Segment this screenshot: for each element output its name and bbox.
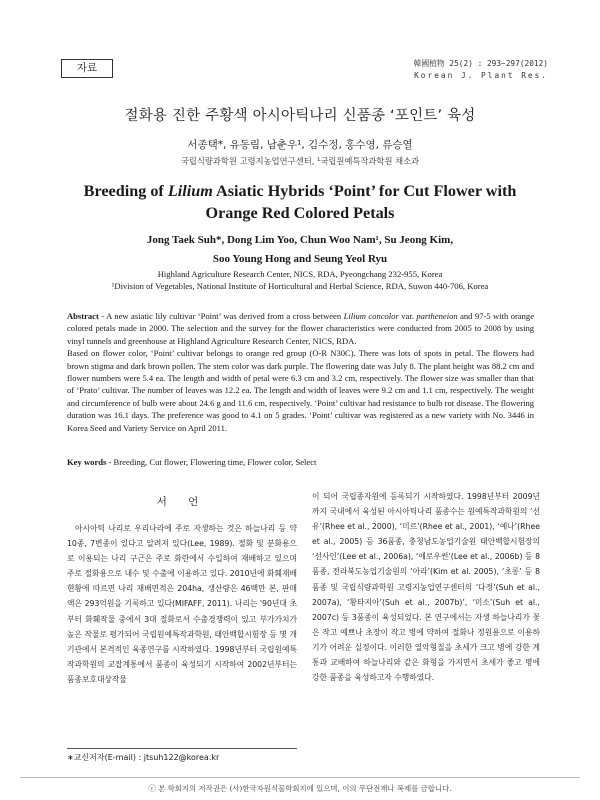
english-authors-line1: Jong Taek Suh*, Dong Lim Yoo, Chun Woo Nam¹, Su Jeong Kim, — [146, 234, 454, 246]
journal-volume: 韓國植物 25(2) : 293~297(2012) — [413, 59, 548, 68]
abstract-label: Abstract — [67, 311, 99, 321]
intro-right-column — [312, 489, 540, 685]
intro-heading: 서 언 — [156, 496, 208, 508]
intro-left-column — [67, 494, 297, 687]
korean-title: 절화용 진한 주황색 아시아틱나리 신품종 ‘포인트’ 육성 — [124, 108, 476, 124]
correspondence-note: ∗교신저자(E-mail) : jtsuh122@korea.kr — [67, 753, 220, 762]
keywords — [67, 457, 537, 467]
title-post: Asiatic Hybrids ‘Point’ for Cut Flower with — [212, 182, 517, 200]
article-type-tag: 자료 — [61, 59, 113, 78]
keywords-text: - Breeding, Cut flower, Flowering time, Flower color, Select — [106, 457, 317, 467]
english-title-line1 — [0, 180, 600, 202]
english-authors-line2: Soo Young Hong and Seung Yeol Ryu — [212, 253, 388, 265]
abstract-text-b: var. — [398, 311, 417, 321]
abstract-paragraph-2: Based on flower color, ‘Point’ cultivar belongs to orange red group (O-R N30C). There was lots of spots in petal. The flowers had brown stigma and dark brown pollen. The stem color was dark purple. The flowering date was July 8. The plant height was 88.2 cm and flower numbers were 5.4 ea. The length and width of petal were 6.3 cm and 3.2 cm, respectively. The flower size was smaller than that of ‘Prato’ cultivar. The number of leaves was 12.2 ea. The length and width of leaves were 9.2 cm and 1.1 cm, respectively. The weight and circumference of bulb were about 24.6 g and 11.6 cm, respectively. ‘Point’ cultivar had resistance to bulb rot disease. The flowering duration was 16.1 days. The preference was good to 4.1 on 5 grades. ‘Point’ cultivar was registered as a new variety with No. 3446 in Korea Seed and Variety Service on April 2011. — [67, 348, 534, 433]
abstract — [67, 310, 534, 434]
korean-authors: 서종택*, 유동림, 남춘우¹, 김수정, 홍수영, 류승열 — [187, 139, 413, 151]
intro-right-text: 이 되어 국립종자원에 등록되기 시작하였다. 1998년부터 2009년까지 국내에서 육성된 아시아틱나리 품종수는 원예특작과학원의 ‘선유’(Rhee et al., 2000), ‘미르’(Rhee et al., 2001), ‘예나’(Rhee et al., 2005) 등 36품종, 충청남도농업기술원 태안백합시험장의 ‘선사인’(Lee et al., 2006a), ‘에로우썬’(Lee et al., 2006b) 등 8품종, 전라북도농업기술원의 ‘아라’(Kim et al. 2005), ‘초롱’ 등 8품종 및 국립식량과학원 고령지농업연구센터의 ‘다정’(Suh et al., 2007a), ‘황타지아’(Suh et al., 2007b)’, ‘미소’(Suh et al., 2007c) 등 3품종이 육성되었다. 본 연구에서는 자생 하늘나리가 꽃은 작고 예쁘나 초장이 작고 병에 약하여 절화나 정원용으로 이용하기가 어려운 실정이다. 이러한 열악형질을 초세가 크고 병에 강한 계통과 교배하여 하늘나리와 같은 화형을 가지면서 초세가 좋고 병에 강한 품종을 육성하고자 수행하였다. — [312, 492, 540, 683]
title-pre: Breeding of — [83, 182, 168, 200]
english-affiliation-line1: Highland Agriculture Research Center, NICS, RDA, Pyeongchang 232-955, Korea — [157, 269, 443, 279]
journal-citation — [414, 58, 548, 82]
abstract-variety: partheneion — [416, 311, 458, 321]
abstract-text-a: - A new asiatic lily cultivar ‘Point’ was derived from a cross between — [98, 311, 344, 321]
journal-name: Korean J. Plant Res. — [414, 71, 548, 80]
english-title — [0, 180, 600, 224]
footer-divider — [20, 777, 580, 778]
abstract-paragraph-1 — [67, 310, 534, 347]
english-affiliation-line2: ¹Division of Vegetables, National Institute of Horticultural and Herbal Science, RDA, Suwon 440-706, Korea — [111, 281, 489, 291]
english-authors — [0, 231, 600, 269]
correspondence-divider — [67, 748, 297, 749]
keywords-label: Key words — [67, 457, 107, 467]
english-title-line2: Orange Red Colored Petals — [205, 204, 395, 222]
copyright-footer: ⓒ 본 학회지의 저작권은 (사)한국자원식물학회지에 있으며, 이의 무단전재나 복제를 금합니다. — [148, 784, 452, 793]
intro-left-text: 아시아틱 나리로 우리나라에 주로 자생하는 것은 하늘나리 등 약 10종, 7변종이 있다고 알려져 있다(Lee, 1989). 절화 및 분화용으로 이용되는 나리 구근은 주로 화란에서 수입하여 재배하고 있으며 주로 절화용으로 내수 및 수출에 이용하고 있다. 2010년에 화훼재배현황에 따르면 나리 재배면적은 204ha, 생산량은 46백만 본, 판매액은 293억원을 기록하고 있다(MIFAFF, 2011). 나리는 '90년대 초부터 화훼작물 중에서 3대 절화로서 수출경쟁력이 있고 부가가치가 높은 작물로 평가되어 국립원예특작과학원, 태안백합시험장 등 몇 개 기관에서 본격적인 육종연구를 시작하였다. 1998년부터 국립원예특작과학원의 교잡계통에서 품종이 육성되기 시작하여 2002년부터는 품종보호대상작물 — [67, 524, 297, 684]
abstract-species: Lilium concolor — [343, 311, 399, 321]
english-affiliation — [0, 268, 600, 292]
korean-affiliation: 국립식량과학원 고령지농업연구센터, ¹국립원예특작과학원 채소과 — [180, 156, 420, 166]
abstract-text-c: and 97-5 with orange colored petals made in 2000. The selection and the survey for the flower characteristics were conducted from 2005 to 2008 by using vinyl tunnels and greenhouse at Highland Agriculture Research Center, NICS, RDA. — [67, 311, 534, 346]
title-genus: Lilium — [167, 182, 213, 200]
